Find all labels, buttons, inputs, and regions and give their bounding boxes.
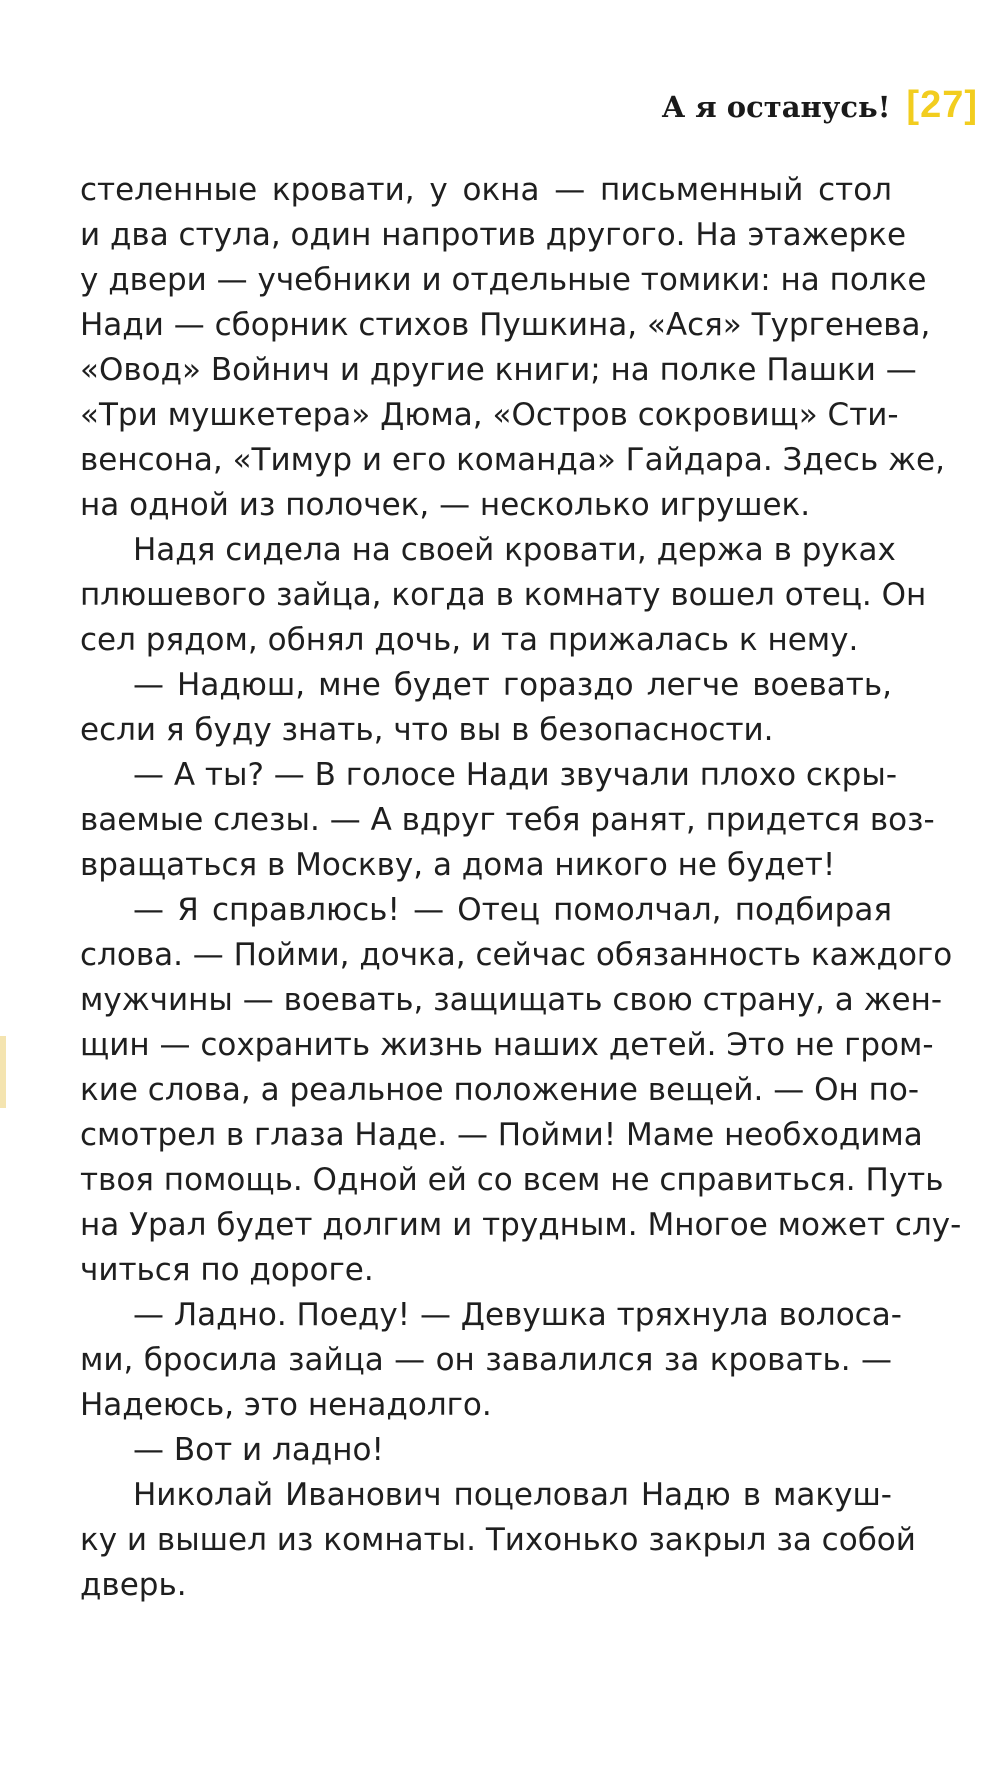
text-line: — А ты? — В голосе Нади звучали плохо скры-: [133, 757, 898, 793]
text-line: на одной из полочек, — несколько игрушек.: [80, 487, 811, 523]
text-line: у двери — учебники и отдельные томики: на полке: [80, 262, 927, 298]
text-line: вращаться в Москву, а дома никого не будет!: [80, 847, 836, 883]
text-line: сел рядом, обнял дочь, и та прижалась к нему.: [80, 622, 859, 658]
text-line: Надеюсь, это ненадолго.: [80, 1387, 492, 1423]
text-line: Николай Иванович поцеловал Надю в макуш-: [133, 1477, 892, 1513]
text-line: на Урал будет долгим и трудным. Многое может слу-: [80, 1207, 962, 1243]
text-line: твоя помощь. Одной ей со всем не справиться. Путь: [80, 1162, 944, 1198]
page-edge-mark: [0, 1036, 6, 1108]
text-line: Нади — сборник стихов Пушкина, «Ася» Тургенева,: [80, 307, 931, 343]
text-line: ми, бросила зайца — он завалился за кровать. —: [80, 1342, 892, 1378]
text-line: — Вот и ладно!: [133, 1432, 384, 1468]
body-text: [80, 168, 962, 1608]
running-header: [662, 84, 978, 127]
text-line: кие слова, а реальное положение вещей. — Он по-: [80, 1072, 920, 1108]
text-line: — Я справлюсь! — Отец помолчал, подбирая: [133, 892, 892, 928]
text-line: — Ладно. Поеду! — Девушка тряхнула волоса-: [133, 1297, 902, 1333]
text-line: и два стула, один напротив другого. На этажерке: [80, 217, 907, 253]
text-line: если я буду знать, что вы в безопасности.: [80, 712, 774, 748]
page-number: [27]: [906, 84, 978, 126]
text-line: читься по дороге.: [80, 1252, 374, 1288]
chapter-title: А я останусь!: [661, 90, 891, 124]
text-line: «Три мушкетера» Дюма, «Остров сокровищ» Сти-: [80, 397, 899, 433]
text-line: ваемые слезы. — А вдруг тебя ранят, придется воз-: [80, 802, 935, 838]
text-line: Надя сидела на своей кровати, держа в руках: [133, 532, 896, 568]
text-line: плюшевого зайца, когда в комнату вошел отец. Он: [80, 577, 927, 613]
text-line: «Овод» Войнич и другие книги; на полке Пашки —: [80, 352, 917, 388]
text-line: слова. — Пойми, дочка, сейчас обязанность каждого: [80, 937, 953, 973]
text-line: щин — сохранить жизнь наших детей. Это не гром-: [80, 1027, 934, 1063]
text-line: дверь.: [80, 1567, 187, 1603]
text-line: стеленные кровати, у окна — письменный стол: [80, 172, 892, 208]
text-line: ку и вышел из комнаты. Тихонько закрыл за собой: [80, 1522, 916, 1558]
text-line: венсона, «Тимур и его команда» Гайдара. Здесь же,: [80, 442, 945, 478]
text-line: мужчины — воевать, защищать свою страну, а жен-: [80, 982, 943, 1018]
text-line: смотрел в глаза Наде. — Пойми! Маме необходима: [80, 1117, 923, 1153]
text-line: — Надюш, мне будет гораздо легче воевать,: [133, 667, 892, 703]
